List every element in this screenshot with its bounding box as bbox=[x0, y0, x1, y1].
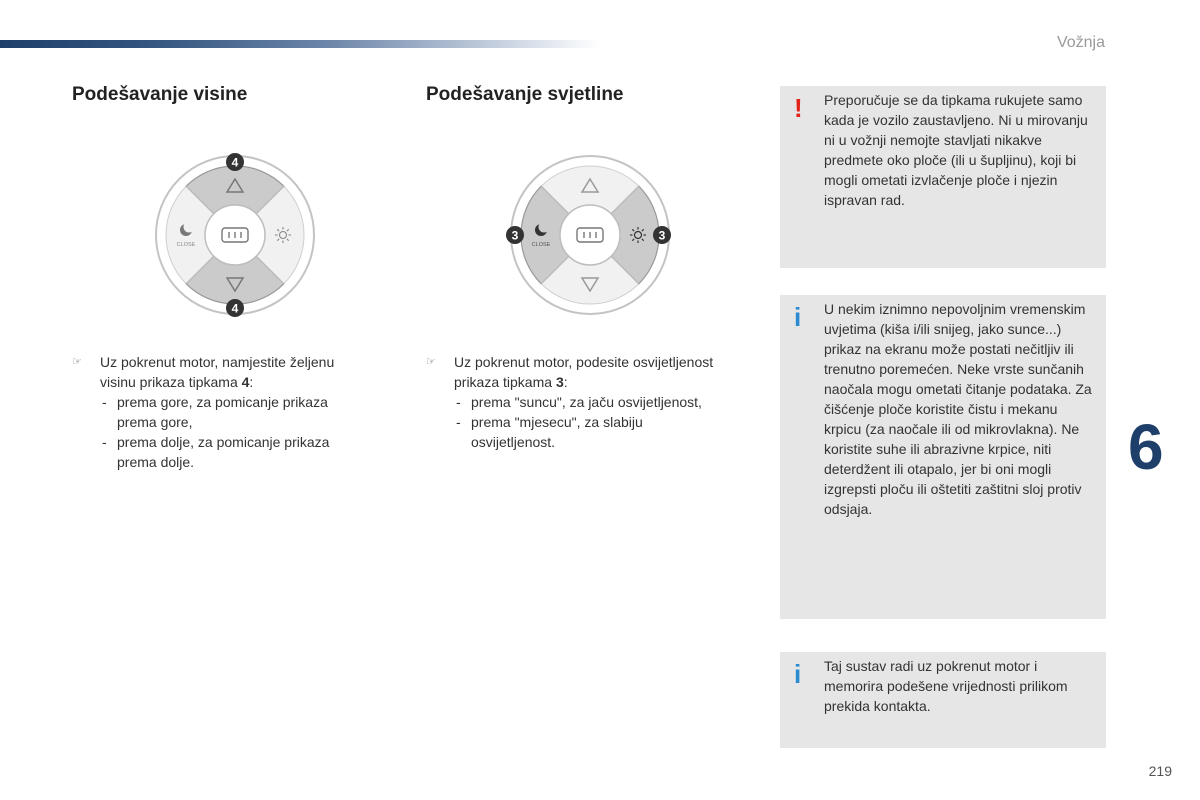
height-instruction-lead: ☞ Uz pokrenut motor, namjestite željenu visinu prikaza tipkama 4: bbox=[72, 354, 335, 390]
info-note-text: U nekim iznimno nepovoljnim vremenskim uvjetima (kiša i/ili snijeg, jako sunce...) prikaz na ekranu može postati nečitljiv ili trenutno poremećen. Neke vrste sunčanih naočala mogu ometati čitanje podataka. Za čišćenje ploče koristite čistu i mekanu krpicu (za naočale ili od mikrovlakna). Ne koristite suhe ili abrazivne krpice, niti deterdžent ili otapalo, jer bi oni mogli izgrepsti ploču ili oštetiti zaštitni sloj protiv odsjaja. bbox=[824, 301, 1092, 517]
section-title: Vožnja bbox=[1056, 34, 1105, 51]
warning-note-text: Preporučuje se da tipkama rukujete samo kada je vozilo zaustavljeno. Ni u mirovanju ni u vožnji nemojte stavljati nikakve predmete oko ploče (ili u šupljinu), koji bi mogli ometati izvlačenje ploče i njezin ispravan rad. bbox=[824, 92, 1088, 208]
close-label: CLOSE bbox=[176, 242, 196, 248]
brightness-control-diagram bbox=[505, 150, 675, 320]
list-item: - prema "suncu", za jaču osvijetljenost, bbox=[454, 392, 716, 412]
info-note-text: Taj sustav radi uz pokrenut motor i memorira podešene vrijednosti prilikom prekida kontakta. bbox=[824, 658, 1068, 714]
warning-note bbox=[780, 86, 1106, 268]
svg-text:4: 4 bbox=[231, 155, 239, 170]
info-note-visibility bbox=[780, 295, 1106, 619]
brightness-instruction-lead: ☞ Uz pokrenut motor, podesite osvijetljenost prikaza tipkama 3: bbox=[426, 354, 714, 390]
svg-text:3: 3 bbox=[511, 228, 519, 243]
list-item: - prema gore, za pomicanje prikaza prema gore, bbox=[100, 392, 362, 432]
badge-4-bottom-icon bbox=[226, 299, 244, 317]
info-icon: i bbox=[794, 659, 802, 689]
brightness-adjust-heading: Podešavanje svjetline bbox=[426, 84, 624, 105]
svg-text:3: 3 bbox=[658, 228, 666, 243]
close-label: CLOSE bbox=[531, 242, 551, 248]
badge-3-left-icon bbox=[506, 226, 524, 244]
list-item: - prema "mjesecu", za slabiju osvijetljenost. bbox=[454, 412, 716, 452]
height-adjust-heading: Podešavanje visine bbox=[72, 84, 248, 105]
page-number: 219 bbox=[1148, 763, 1172, 779]
badge-3-right-icon bbox=[653, 226, 671, 244]
warning-icon: ! bbox=[794, 93, 803, 123]
height-control-diagram bbox=[150, 150, 320, 320]
info-icon: i bbox=[794, 302, 802, 332]
svg-text:4: 4 bbox=[231, 301, 239, 316]
brightness-instructions bbox=[426, 352, 716, 452]
header-gradient-bar bbox=[0, 40, 600, 48]
pointer-bullet-icon: ☞ bbox=[72, 356, 82, 368]
chapter-number: 6 bbox=[1128, 411, 1164, 483]
info-note-memory bbox=[780, 652, 1106, 748]
list-item: - prema dolje, za pomicanje prikaza prema dolje. bbox=[100, 432, 362, 472]
badge-4-top-icon bbox=[226, 153, 244, 171]
height-instructions bbox=[72, 352, 362, 472]
pointer-bullet-icon: ☞ bbox=[426, 356, 436, 368]
